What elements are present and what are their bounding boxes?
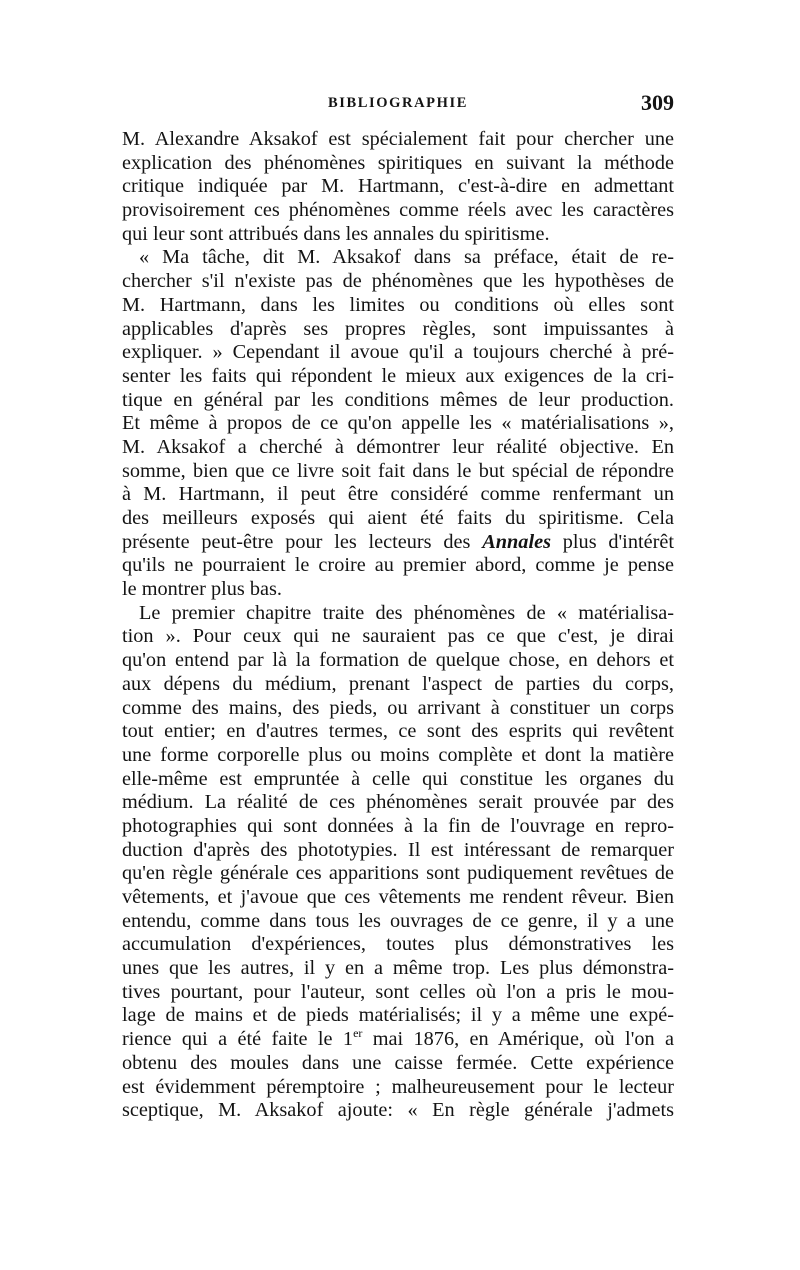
body-text [122, 128, 674, 1123]
text-segment: présente peut-être pour les lecteurs des [122, 530, 471, 553]
text-line: applicables d'après ses propres règles, sont impuissantes à [122, 317, 674, 340]
text-line: M. Aksakof a cherché à démontrer leur réalité objective. En [122, 435, 674, 458]
text-line: unes que les autres, il y en a même trop. Les plus démonstra- [122, 957, 674, 980]
text-line: expliquer. » Cependant il avoue qu'il a toujours cherché à pré- [122, 341, 674, 364]
text-line-with-superscript [122, 1028, 674, 1052]
text-line: tout entier; en d'autres termes, ce sont des esprits qui revêtent [122, 720, 674, 743]
text-line: explication des phénomènes spiritiques en suivant la méthode [122, 151, 674, 174]
text-line: qui leur sont attribués dans les annales du spiritisme. [122, 222, 550, 245]
text-segment: plus d'intérêt [562, 530, 674, 553]
text-line: médium. La réalité de ces phénomènes serait prouvée par des [122, 791, 674, 814]
text-line: tion ». Pour ceux qui ne sauraient pas ce que c'est, je dirai [122, 625, 674, 648]
text-line: photographies qui sont données à la fin de l'ouvrage en repro- [122, 814, 674, 837]
text-line: qu'en règle générale ces apparitions sont pudiquement revêtues de [122, 862, 674, 885]
text-line: tives pourtant, pour l'auteur, sont celles où l'on a pris le mou- [122, 980, 674, 1003]
text-line: « Ma tâche, dit M. Aksakof dans sa préface, était de re- [139, 246, 674, 269]
page-number: 309 [641, 90, 674, 115]
text-line: qu'ils ne pourraient le croire au premier abord, comme je pense [122, 554, 674, 577]
text-line: des meilleurs exposés qui aient été faits du spiritisme. Cela [122, 507, 674, 529]
text-line: Le premier chapitre traite des phénomènes de « matérialisa- [139, 601, 674, 624]
text-line: somme, bien que ce livre soit fait dans le but spécial de répondre [122, 459, 674, 482]
text-line: lage de mains et de pieds matérialisés; il y a même une expé- [122, 1004, 674, 1027]
text-line: tique en général par les conditions mêmes de leur production. [122, 388, 674, 411]
text-line: duction d'après des phototypies. Il est intéressant de remarquer [122, 838, 674, 861]
text-line: senter les faits qui répondent le mieux aux exigences de la cri- [122, 364, 674, 387]
text-segment: rience qui a été faite le 1 [122, 1028, 354, 1051]
running-header [122, 92, 674, 122]
text-line: M. Alexandre Aksakof est spécialement fait pour chercher une [122, 128, 674, 150]
text-line: obtenu des moules dans une caisse fermée. Cette expérience [122, 1051, 674, 1074]
text-line-with-italic [122, 531, 674, 555]
text-line: accumulation d'expériences, toutes plus démonstratives les [122, 933, 674, 956]
text-segment: mai 1876, en Amérique, où l'on a [372, 1028, 674, 1051]
text-line: Et même à propos de ce qu'on appelle les « matérialisations », [122, 412, 674, 435]
text-line: est évidemment péremptoire ; malheureusement pour le lecteur [122, 1075, 674, 1098]
text-line: aux dépens du médium, prenant l'aspect de parties du corps, [122, 672, 674, 695]
text-line: à M. Hartmann, il peut être considéré comme renfermant un [122, 483, 674, 506]
text-line: comme des mains, des pieds, ou arrivant à constituer un corps [122, 696, 674, 719]
text-line: vêtements, et j'avoue que ces vêtements me rendent rêveur. Bien [122, 886, 674, 908]
text-line: M. Hartmann, dans les limites ou conditions où elles sont [122, 293, 674, 316]
text-line: sceptique, M. Aksakof ajoute: « En règle générale j'admets [122, 1099, 674, 1122]
text-line: qu'on entend par là la formation de quelque chose, en dehors et [122, 649, 674, 672]
text-line: une forme corporelle plus ou moins complète et dont la matière [122, 743, 674, 766]
text-line: provisoirement ces phénomènes comme réels avec les caractères [122, 199, 674, 222]
text-line: critique indiquée par M. Hartmann, c'est-à-dire en admettant [122, 175, 674, 198]
ordinal-superscript: er [353, 1028, 363, 1041]
journal-title: Annales [482, 530, 551, 553]
running-title: BIBLIOGRAPHIE [327, 95, 469, 111]
text-line: chercher s'il n'existe pas de phénomènes que les hypothèses de [122, 270, 674, 293]
text-line: elle-même est empruntée à celle qui constitue les organes du [122, 767, 674, 790]
text-line: entendu, comme dans tous les ouvrages de ce genre, il y a une [122, 909, 674, 932]
text-line: le montrer plus bas. [122, 578, 282, 601]
